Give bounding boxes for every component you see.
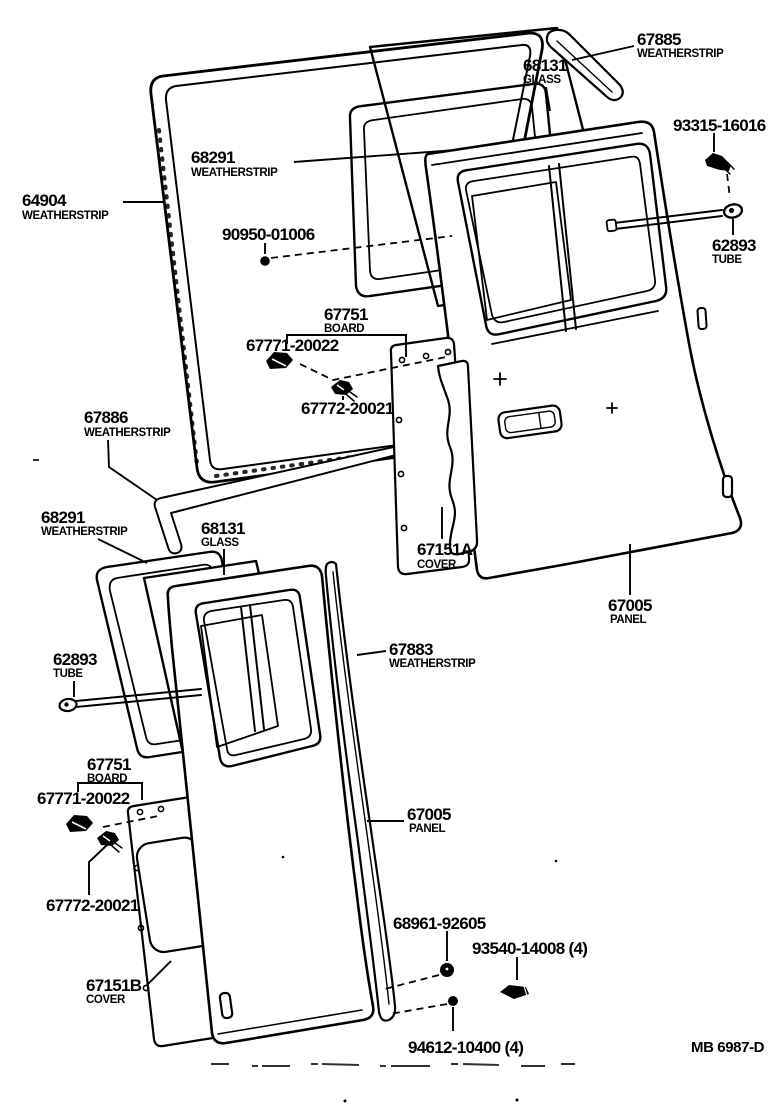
callout-67751-lower-label: BOARD — [87, 773, 128, 785]
callout-67886-code: 67886 — [84, 408, 128, 427]
callout-67885-code: 67885 — [637, 30, 681, 49]
callout-68291-upper-code: 68291 — [191, 148, 235, 167]
callout-67771-lower-code: 67771-20022 — [37, 789, 130, 808]
print-speck — [344, 1100, 347, 1103]
screw-67772-upper-icon — [331, 380, 357, 401]
figure-reference-code: MB 6987-D — [691, 1039, 765, 1056]
callout-67005-upper-label: PANEL — [610, 614, 647, 626]
leader-67772-lower — [89, 845, 107, 895]
callout-62893-lower-label: TUBE — [53, 668, 83, 680]
callout-68291-lower-label: WEATHERSTRIP — [41, 526, 128, 538]
callout-67005-lower-label: PANEL — [409, 823, 446, 835]
callout-67751-upper-code: 67751 — [324, 305, 368, 324]
callout-90950-code: 90950-01006 — [222, 225, 315, 244]
callout-62893-upper-code: 62893 — [712, 236, 756, 255]
fastener-94612-icon — [448, 996, 458, 1006]
callout-68131-upper-label: GLASS — [523, 74, 561, 86]
callout-68131-lower-code: 68131 — [201, 519, 245, 538]
callout-93540-code: 93540-14008 (4) — [472, 939, 588, 958]
callout-67151b-code: 67151B — [86, 976, 142, 995]
callout-94612-code: 94612-10400 (4) — [408, 1038, 524, 1057]
callout-67151a-code: 67151A — [417, 540, 473, 559]
leader-67886 — [108, 440, 157, 500]
print-speck — [516, 1099, 519, 1102]
callout-68291-upper-label: WEATHERSTRIP — [191, 167, 278, 179]
callout-67772-lower-code: 67772-20021 — [46, 896, 139, 915]
callout-67772-upper-code: 67772-20021 — [301, 399, 394, 418]
callout-67751-upper-label: BOARD — [324, 323, 365, 335]
callout-64904-label: WEATHERSTRIP — [22, 210, 109, 222]
callout-64904-code: 64904 — [22, 191, 66, 210]
callout-67883-label: WEATHERSTRIP — [389, 658, 476, 670]
callout-67883-code: 67883 — [389, 640, 433, 659]
callout-93315-code: 93315-16016 — [673, 116, 766, 135]
callout-62893-upper-label: TUBE — [712, 254, 742, 266]
assembly-line-93315 — [727, 174, 730, 198]
screw-93540-icon — [500, 985, 529, 999]
clip-67771-lower-icon — [66, 815, 93, 832]
callout-68131-upper-code: 68131 — [523, 56, 567, 75]
callout-67885-label: WEATHERSTRIP — [637, 48, 724, 60]
callout-68961-code: 68961-92605 — [393, 914, 486, 933]
callout-67886-label: WEATHERSTRIP — [84, 427, 171, 439]
leader-67883 — [357, 651, 386, 655]
callout-67005-lower-code: 67005 — [407, 805, 451, 824]
callout-67151b-label: COVER — [86, 994, 125, 1006]
callout-67005-upper-code: 67005 — [608, 596, 652, 615]
screw-93315-icon — [705, 153, 734, 174]
fastener-90950-icon — [260, 256, 270, 266]
callout-67751-lower-code: 67751 — [87, 755, 131, 774]
print-speck — [555, 860, 558, 863]
assembly-line-94612 — [390, 1004, 447, 1014]
callout-67771-upper-code: 67771-20022 — [246, 336, 339, 355]
print-speck — [282, 856, 285, 859]
callout-68291-lower-code: 68291 — [41, 508, 85, 527]
callout-67151a-label: COVER — [417, 559, 456, 571]
leader-68291-lower — [98, 539, 147, 563]
fastener-68961-pinhole — [446, 968, 449, 971]
callout-68131-lower-label: GLASS — [201, 537, 239, 549]
screw-67772-lower-icon — [97, 831, 122, 852]
callout-62893-lower-code: 62893 — [53, 650, 97, 669]
